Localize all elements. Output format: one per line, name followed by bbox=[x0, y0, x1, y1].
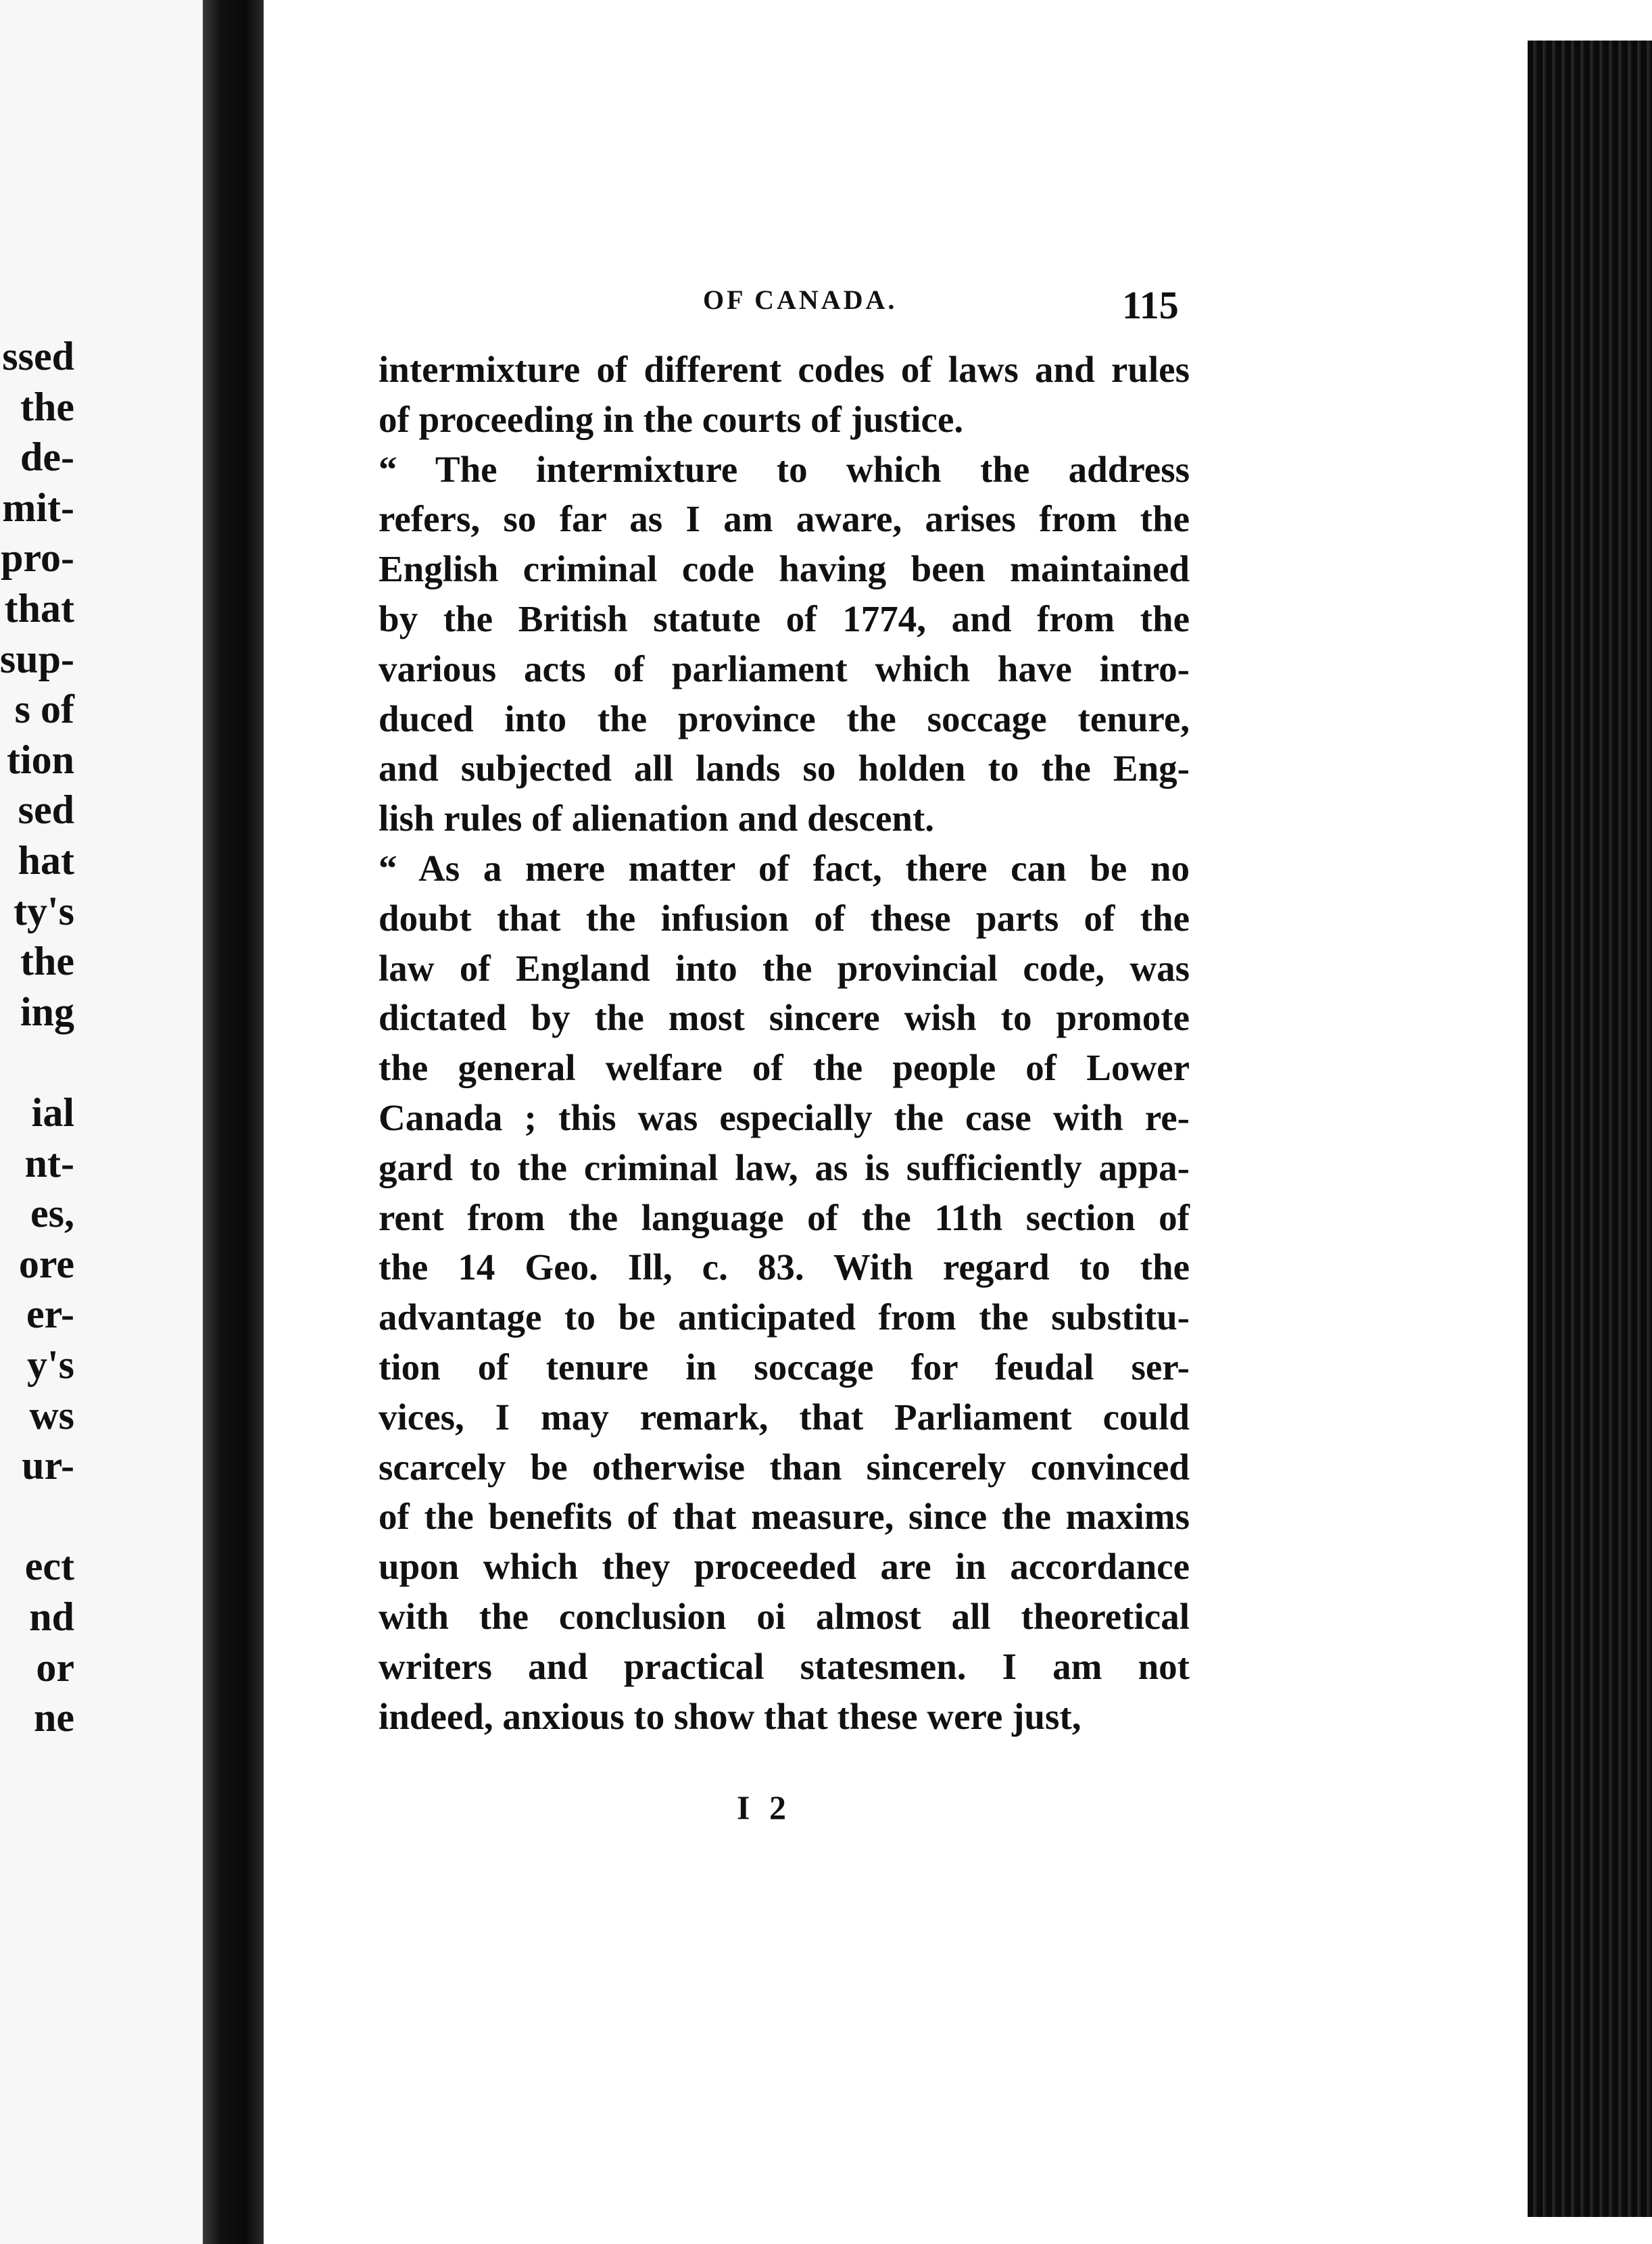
left-page-fragment: de- bbox=[20, 435, 74, 480]
left-page-fragment: that bbox=[4, 586, 74, 631]
running-head: OF CANADA. bbox=[703, 285, 898, 315]
left-page-fragment: mit- bbox=[2, 485, 74, 530]
left-page-fragment: nt- bbox=[24, 1140, 74, 1186]
book-gutter bbox=[203, 0, 264, 2244]
text-line: advantage to be anticipated from the substitu- bbox=[379, 1296, 1190, 1338]
left-page-fragment: sup- bbox=[0, 636, 74, 681]
left-page-fragment: er- bbox=[26, 1292, 74, 1337]
signature-mark: I 2 bbox=[737, 1788, 792, 1826]
text-line: of proceeding in the courts of justice. bbox=[379, 398, 964, 440]
text-line: law of England into the provincial code, was bbox=[379, 947, 1190, 989]
left-page-fragment: ial bbox=[31, 1090, 74, 1135]
text-line: tion of tenure in soccage for feudal ser- bbox=[379, 1346, 1190, 1388]
paragraph bbox=[379, 345, 1190, 445]
text-line: and subjected all lands so holden to the Eng- bbox=[379, 748, 1190, 789]
text-line: of the benefits of that measure, since the maxims bbox=[379, 1496, 1190, 1538]
left-page-fragment: y's bbox=[26, 1342, 74, 1387]
text-line: indeed, anxious to show that these were just, bbox=[379, 1695, 1082, 1737]
text-line: dictated by the most sincere wish to promote bbox=[379, 997, 1190, 1039]
text-line: gard to the criminal law, as is sufficiently appa- bbox=[379, 1146, 1190, 1188]
left-page-fragment: hat bbox=[18, 838, 74, 883]
paragraph bbox=[379, 445, 1190, 844]
text-line: lish rules of alienation and descent. bbox=[379, 798, 935, 839]
text-line: upon which they proceeded are in accordance bbox=[379, 1546, 1190, 1588]
left-page-fragment: ne bbox=[34, 1695, 74, 1740]
text-line: intermixture of different codes of laws and rules bbox=[379, 349, 1190, 390]
left-page-fragment: the bbox=[20, 384, 74, 429]
text-line: the 14 Geo. Ill, c. 83. With regard to the bbox=[379, 1246, 1190, 1288]
text-line: writers and practical statesmen. I am not bbox=[379, 1645, 1190, 1687]
left-page-fragment: ssed bbox=[2, 334, 74, 379]
text-line: various acts of parliament which have intro- bbox=[379, 648, 1190, 689]
text-line: the general welfare of the people of Lower bbox=[379, 1047, 1190, 1089]
left-page-fragment: or bbox=[36, 1644, 74, 1690]
text-line: refers, so far as I am aware, arises from the bbox=[379, 498, 1190, 540]
left-page-fragment: sed bbox=[18, 787, 74, 833]
text-line: English criminal code having been maintained bbox=[379, 548, 1190, 590]
left-page-fragment: s of bbox=[14, 687, 74, 732]
paragraph bbox=[379, 844, 1190, 1741]
left-page-fragment: nd bbox=[29, 1594, 74, 1639]
text-line: by the British statute of 1774, and from the bbox=[379, 597, 1190, 639]
left-page-fragment: ore bbox=[18, 1241, 74, 1286]
left-page-fragment: ect bbox=[24, 1544, 74, 1589]
left-page-fragment: ur- bbox=[22, 1443, 74, 1488]
text-line: duced into the province the soccage tenure, bbox=[379, 698, 1190, 739]
page-edge bbox=[1528, 41, 1652, 2217]
left-page-fragment: the bbox=[20, 939, 74, 984]
text-line: “ As a mere matter of fact, there can be no bbox=[379, 847, 1190, 889]
left-page-fragment: tion bbox=[6, 737, 74, 782]
text-line: rent from the language of the 11th section of bbox=[379, 1196, 1190, 1238]
page-number: 115 bbox=[1122, 283, 1179, 327]
left-page bbox=[0, 0, 203, 2244]
left-page-fragment: ty's bbox=[14, 888, 74, 933]
left-page-fragment: pro- bbox=[1, 535, 74, 581]
left-page-fragment: ing bbox=[20, 989, 74, 1034]
text-line: Canada ; this was especially the case with re- bbox=[379, 1096, 1190, 1138]
left-page-fragment: es, bbox=[30, 1191, 74, 1236]
body-text bbox=[379, 345, 1190, 1741]
text-line: scarcely be otherwise than sincerely convinced bbox=[379, 1446, 1190, 1488]
text-line: doubt that the infusion of these parts of the bbox=[379, 897, 1190, 939]
text-line: “ The intermixture to which the address bbox=[379, 448, 1190, 490]
text-line: vices, I may remark, that Parliament could bbox=[379, 1396, 1190, 1438]
left-page-fragment: ws bbox=[29, 1392, 74, 1438]
text-line: with the conclusion oi almost all theoretical bbox=[379, 1595, 1190, 1637]
